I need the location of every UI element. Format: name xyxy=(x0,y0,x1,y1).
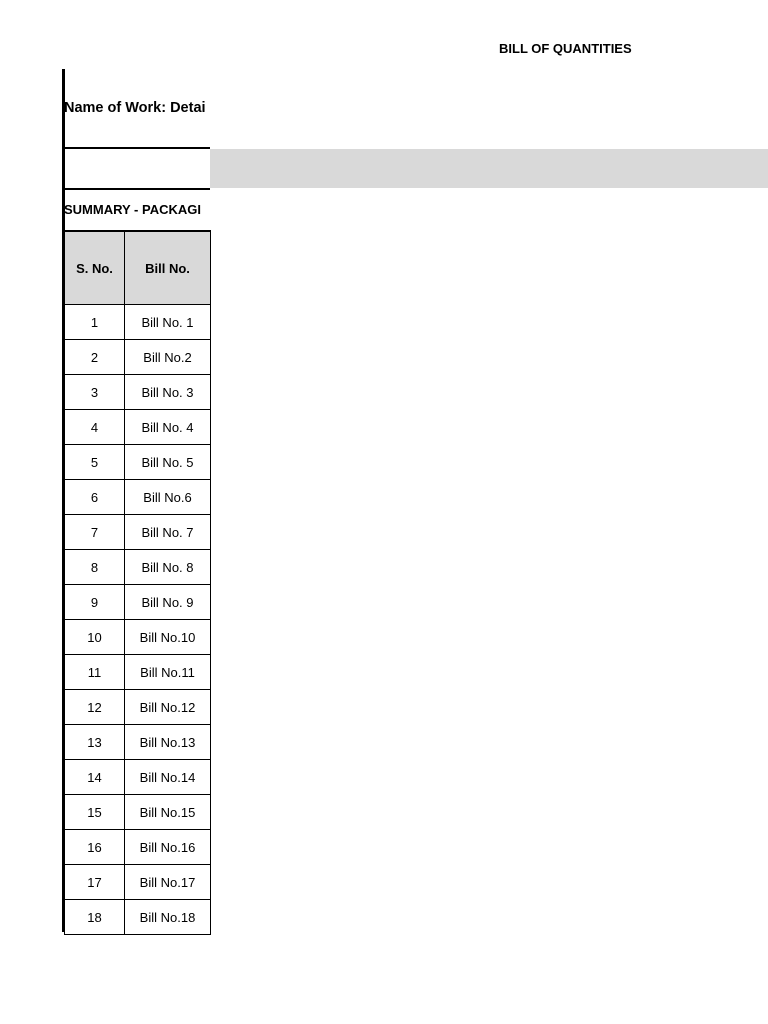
table-body xyxy=(65,305,211,935)
cell-bill-no: Bill No. 8 xyxy=(125,550,211,585)
table-row xyxy=(65,620,211,655)
cell-sno: 2 xyxy=(65,340,125,375)
table-row xyxy=(65,900,211,935)
cell-bill-no: Bill No.2 xyxy=(125,340,211,375)
cell-bill-no: Bill No.11 xyxy=(125,655,211,690)
cell-bill-no: Bill No.12 xyxy=(125,690,211,725)
table-row xyxy=(65,690,211,725)
table-row xyxy=(65,410,211,445)
cell-sno: 9 xyxy=(65,585,125,620)
table-row xyxy=(65,585,211,620)
cell-bill-no: Bill No.14 xyxy=(125,760,211,795)
cell-sno: 17 xyxy=(65,865,125,900)
cell-sno: 18 xyxy=(65,900,125,935)
table-row xyxy=(65,655,211,690)
table-header-row xyxy=(65,231,211,305)
table-row xyxy=(65,375,211,410)
table-row xyxy=(65,760,211,795)
table-row xyxy=(65,865,211,900)
bill-summary-table xyxy=(64,230,211,935)
cell-sno: 16 xyxy=(65,830,125,865)
cell-sno: 13 xyxy=(65,725,125,760)
cell-bill-no: Bill No.10 xyxy=(125,620,211,655)
summary-label: SUMMARY - PACKAGI xyxy=(64,202,201,217)
cell-bill-no: Bill No. 5 xyxy=(125,445,211,480)
name-of-work-label: Name of Work: Detai xyxy=(64,100,206,116)
cell-bill-no: Bill No.18 xyxy=(125,900,211,935)
cell-sno: 10 xyxy=(65,620,125,655)
cell-sno: 11 xyxy=(65,655,125,690)
header-sno: S. No. xyxy=(65,231,125,305)
cell-bill-no: Bill No.16 xyxy=(125,830,211,865)
cell-sno: 14 xyxy=(65,760,125,795)
header-band-cell xyxy=(64,147,210,190)
table-row xyxy=(65,550,211,585)
cell-bill-no: Bill No.17 xyxy=(125,865,211,900)
document-title: BILL OF QUANTITIES xyxy=(499,41,632,56)
table-row xyxy=(65,445,211,480)
table-row xyxy=(65,340,211,375)
cell-sno: 6 xyxy=(65,480,125,515)
cell-sno: 12 xyxy=(65,690,125,725)
table-row xyxy=(65,515,211,550)
header-bill-no: Bill No. xyxy=(125,231,211,305)
cell-sno: 5 xyxy=(65,445,125,480)
table-row xyxy=(65,480,211,515)
cell-bill-no: Bill No. 3 xyxy=(125,375,211,410)
cell-sno: 8 xyxy=(65,550,125,585)
cell-bill-no: Bill No.13 xyxy=(125,725,211,760)
cell-sno: 15 xyxy=(65,795,125,830)
header-band xyxy=(210,149,768,188)
table-row xyxy=(65,305,211,340)
table-row xyxy=(65,795,211,830)
cell-bill-no: Bill No. 9 xyxy=(125,585,211,620)
cell-sno: 7 xyxy=(65,515,125,550)
table-row xyxy=(65,830,211,865)
cell-bill-no: Bill No.6 xyxy=(125,480,211,515)
table-row xyxy=(65,725,211,760)
cell-bill-no: Bill No. 7 xyxy=(125,515,211,550)
cell-bill-no: Bill No. 4 xyxy=(125,410,211,445)
cell-bill-no: Bill No. 1 xyxy=(125,305,211,340)
cell-bill-no: Bill No.15 xyxy=(125,795,211,830)
cell-sno: 1 xyxy=(65,305,125,340)
cell-sno: 4 xyxy=(65,410,125,445)
cell-sno: 3 xyxy=(65,375,125,410)
